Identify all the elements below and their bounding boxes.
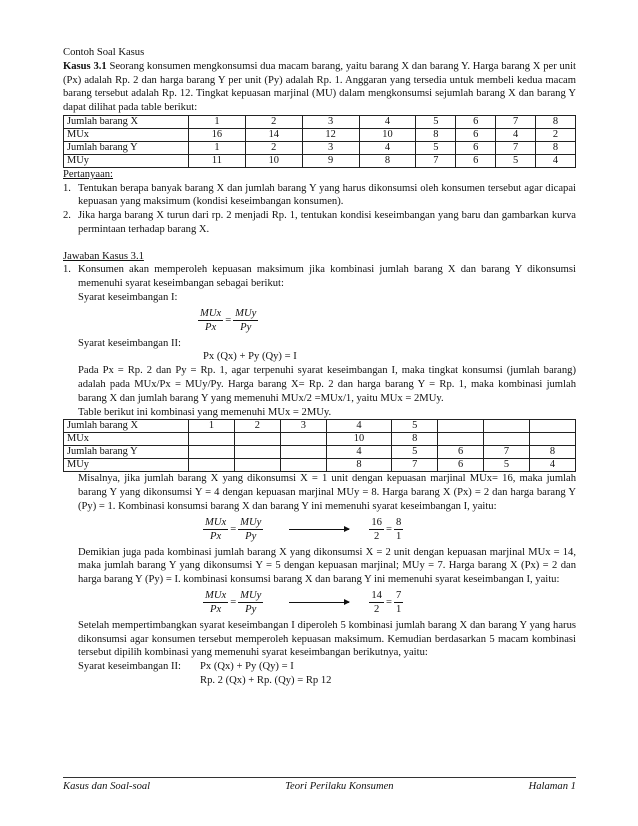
table-cell: 4: [529, 459, 575, 472]
paragraph-1: Pada Px = Rp. 2 dan Py = Rp. 1, agar terpenuhi syarat keseimbangan I, maka tingkat konsumsi (jumlah barang) adalah pada MUx/Px = MUy/Py. Harga barang X= Rp. 2 dan harga barang Y = Rp. 1, maka kombinasi jumlah barang X dan jumlah barang Y yang memenuhi MUx/2 =MUx/1, yaitu MUx = 2MUy.: [78, 365, 576, 404]
footer-left: Kasus dan Soal-soal: [63, 781, 151, 792]
table-row: [64, 420, 576, 433]
row-label: MUy: [64, 459, 189, 472]
question-text: Jika harga barang X turun dari rp. 2 menjadi Rp. 1, tentukan kondisi keseimbangan yang baru dan gambarkan kurva permintaan terhadap barang X.: [78, 210, 576, 235]
case-label: Kasus 3.1: [63, 60, 107, 72]
paragraph-2: Table berikut ini kombinasi yang memenuhi MUx = 2MUy.: [78, 406, 332, 418]
answer-intro: Konsumen akan memperoleh kepuasan maksimum jika kombinasi jumlah barang X dan barang Y dikonsumsi memenuhi syarat keseimbangan sebagai berikut:: [78, 264, 576, 290]
row-label: Jumlah barang X: [64, 115, 189, 128]
table-row: [64, 433, 576, 446]
table-cell: [529, 433, 575, 446]
table-cell: 5: [496, 154, 536, 167]
document-page: [63, 46, 576, 688]
condition-2-label: Syarat keseimbangan II:: [78, 337, 181, 349]
condition-1-label: Syarat keseimbangan I:: [78, 291, 178, 303]
table-row: [64, 115, 576, 128]
table-cell: [189, 433, 235, 446]
table-cell: 4: [326, 446, 391, 459]
table-row: [64, 459, 576, 472]
answer-number: 1.: [63, 264, 71, 276]
table-cell: 3: [280, 420, 326, 433]
table-cell: [484, 433, 530, 446]
table-cell: 8: [416, 128, 456, 141]
table-cell: 8: [536, 115, 576, 128]
footer-center: Teori Perilaku Konsumen: [285, 781, 394, 792]
table-cell: 3: [302, 141, 359, 154]
table-cell: 14: [245, 128, 302, 141]
table-cell: 12: [302, 128, 359, 141]
table-cell: 6: [456, 154, 496, 167]
row-label: Jumlah barang Y: [64, 446, 189, 459]
table-cell: 11: [189, 154, 246, 167]
table-cell: 2: [245, 141, 302, 154]
table-cell: 4: [359, 115, 416, 128]
condition-2-work: [78, 660, 576, 688]
table-cell: 9: [302, 154, 359, 167]
answer-title: Jawaban Kasus 3.1: [63, 250, 144, 262]
table-cell: 6: [438, 459, 484, 472]
answer-body: [78, 291, 576, 419]
case-paragraph: [63, 60, 576, 115]
table-cell: 5: [416, 141, 456, 154]
answer-1: [63, 263, 576, 291]
table-cell: 6: [438, 446, 484, 459]
table-cell: 4: [536, 154, 576, 167]
combination-table: [63, 419, 576, 472]
table-cell: [234, 446, 280, 459]
table-cell: 10: [245, 154, 302, 167]
table-cell: [280, 446, 326, 459]
table-cell: [484, 420, 530, 433]
table-cell: [280, 433, 326, 446]
table-row: [64, 128, 576, 141]
table-cell: [189, 446, 235, 459]
question-number: 2.: [63, 210, 71, 222]
table-cell: 2: [536, 128, 576, 141]
row-label: MUy: [64, 154, 189, 167]
table-cell: 7: [392, 459, 438, 472]
table-cell: [189, 459, 235, 472]
row-label: Jumlah barang Y: [64, 141, 189, 154]
table-cell: 10: [326, 433, 391, 446]
table-cell: 6: [456, 115, 496, 128]
question-1: [63, 182, 576, 210]
questions-title: Pertanyaan:: [63, 168, 114, 180]
arrow-right-icon: [289, 529, 349, 530]
table-cell: 8: [536, 141, 576, 154]
table-cell: [438, 420, 484, 433]
question-2: [63, 209, 576, 237]
table-row: [64, 154, 576, 167]
table-cell: [438, 433, 484, 446]
table-cell: 4: [326, 420, 391, 433]
row-label: MUx: [64, 128, 189, 141]
table-cell: 8: [359, 154, 416, 167]
work-line-2: Rp. 2 (Qx) + Rp. (Qy) = Rp 12: [200, 674, 332, 686]
table-cell: [234, 433, 280, 446]
example-1-formula: $\frac{\text{MUx}}{Px}$ = $\frac{\text{MUy}}{Py}$ $\frac{16}{2}$ = $\frac{8}{1}$: [205, 517, 402, 543]
table-cell: 1: [189, 420, 235, 433]
table-cell: 7: [416, 154, 456, 167]
row-label: Jumlah barang X: [64, 420, 189, 433]
table-cell: [234, 459, 280, 472]
budget-equation: Px (Qx) + Py (Qy) = I: [203, 351, 297, 363]
footer-right: Halaman 1: [528, 781, 576, 792]
paragraph-3: Misalnya, jika jumlah barang X yang dikonsumsi X = 1 unit dengan kepuasan marjinal MUx= 16, maka jumlah barang Y yang dikonsumsi Y = 4 dengan kepuasan marjinal MUy = 8. Harga barang X (Px) = 2 dan harga barang Y (Py) = 1. Kombinasi konsumsi barang X dan barang Y ini memenuhi syarat keseimbangan I, yaitu:: [78, 473, 576, 512]
table-cell: 16: [189, 128, 246, 141]
equilibrium-formula: $\frac{\text{MUx}}{Px}$ = $\frac{\text{MUy}}{Py}$: [200, 308, 257, 334]
table-cell: 10: [359, 128, 416, 141]
question-text: Tentukan berapa banyak barang X dan jumlah barang Y yang harus dikonsumsi oleh konsumen tersebut agar dicapai kepuasan yang maksimum (kondisi keseimbangan konsumen).: [78, 182, 576, 208]
table-cell: 2: [245, 115, 302, 128]
page-footer: [63, 777, 576, 794]
table-row: [64, 141, 576, 154]
table-cell: 4: [359, 141, 416, 154]
table-cell: 5: [484, 459, 530, 472]
table-cell: 6: [456, 128, 496, 141]
table-cell: 4: [496, 128, 536, 141]
table-cell: 5: [392, 420, 438, 433]
table-cell: 6: [456, 141, 496, 154]
table-cell: 8: [392, 433, 438, 446]
condition-2b-label: Syarat keseimbangan II:: [78, 661, 181, 673]
fraction-mux-px: $\frac{\text{MUx}}{Px}$: [200, 308, 222, 334]
row-label: MUx: [64, 433, 189, 446]
table-cell: 8: [326, 459, 391, 472]
answer-body-2: [78, 472, 576, 687]
work-line-1: Px (Qx) + Py (Qy) = I: [200, 661, 294, 673]
case-text: Seorang konsumen mengkonsumsi dua macam barang, yaitu barang X dan barang Y. Harga barang X per unit (Px) adalah Rp. 2 dan harga barang Y per unit (Py) adalah Rp. 1. Anggaran yang tersedia untuk membeli kedua macam barang tersebut adalah Rp. 12. Tingkat kepuasan marjinal (MU) dalam mengkonsumsi sejumlah barang X dan barang Y dapat dilihat pada table berikut:: [63, 60, 576, 114]
heading: Contoh Soal Kasus: [63, 47, 145, 58]
table-cell: 7: [496, 115, 536, 128]
paragraph-4: Demikian juga pada kombinasi jumlah barang X yang dikonsumsi X = 2 unit dengan kepuasan marjinal MUx = 14, maka jumlah barang Y yang dikonsumsi Y = 5 dengan kepuasan marjinal; MUy = 7. Harga barang X (Px) = 2 dan harga barang Y (Py) = I. kombinasi konsumsi barang X dan barang Y ini memenuhi syarat keseimbangan I, yaitu:: [78, 546, 576, 586]
table-cell: 5: [416, 115, 456, 128]
table-cell: 3: [302, 115, 359, 128]
table-row: [64, 446, 576, 459]
table-cell: 1: [189, 115, 246, 128]
mu-table: [63, 115, 576, 168]
table-cell: 2: [234, 420, 280, 433]
fraction-muy-py: $\frac{\text{MUy}}{Py}$: [235, 308, 257, 334]
table-cell: 7: [484, 446, 530, 459]
question-number: 1.: [63, 182, 71, 194]
arrow-right-icon: [289, 602, 349, 603]
example-2-formula: $\frac{\text{MUx}}{Px}$ = $\frac{\text{MUy}}{Py}$ $\frac{14}{2}$ = $\frac{7}{1}$: [205, 590, 402, 616]
table-cell: 1: [189, 141, 246, 154]
table-cell: 8: [529, 446, 575, 459]
table-cell: [529, 420, 575, 433]
table-cell: 7: [496, 141, 536, 154]
table-cell: [280, 459, 326, 472]
table-cell: 5: [392, 446, 438, 459]
paragraph-5: Setelah mempertimbangkan syarat keseimbangan I diperoleh 5 kombinasi jumlah barang X dan barang Y yang harus dikonsumsi agar konsumen tersebut memperoleh kepuasan maksimum. Kemudian berdasarkan 5 macam kombinasi tersebut dipilih kombinasi yang memenuhi syarat keseimbangan berikutnya, yaitu:: [78, 619, 576, 659]
